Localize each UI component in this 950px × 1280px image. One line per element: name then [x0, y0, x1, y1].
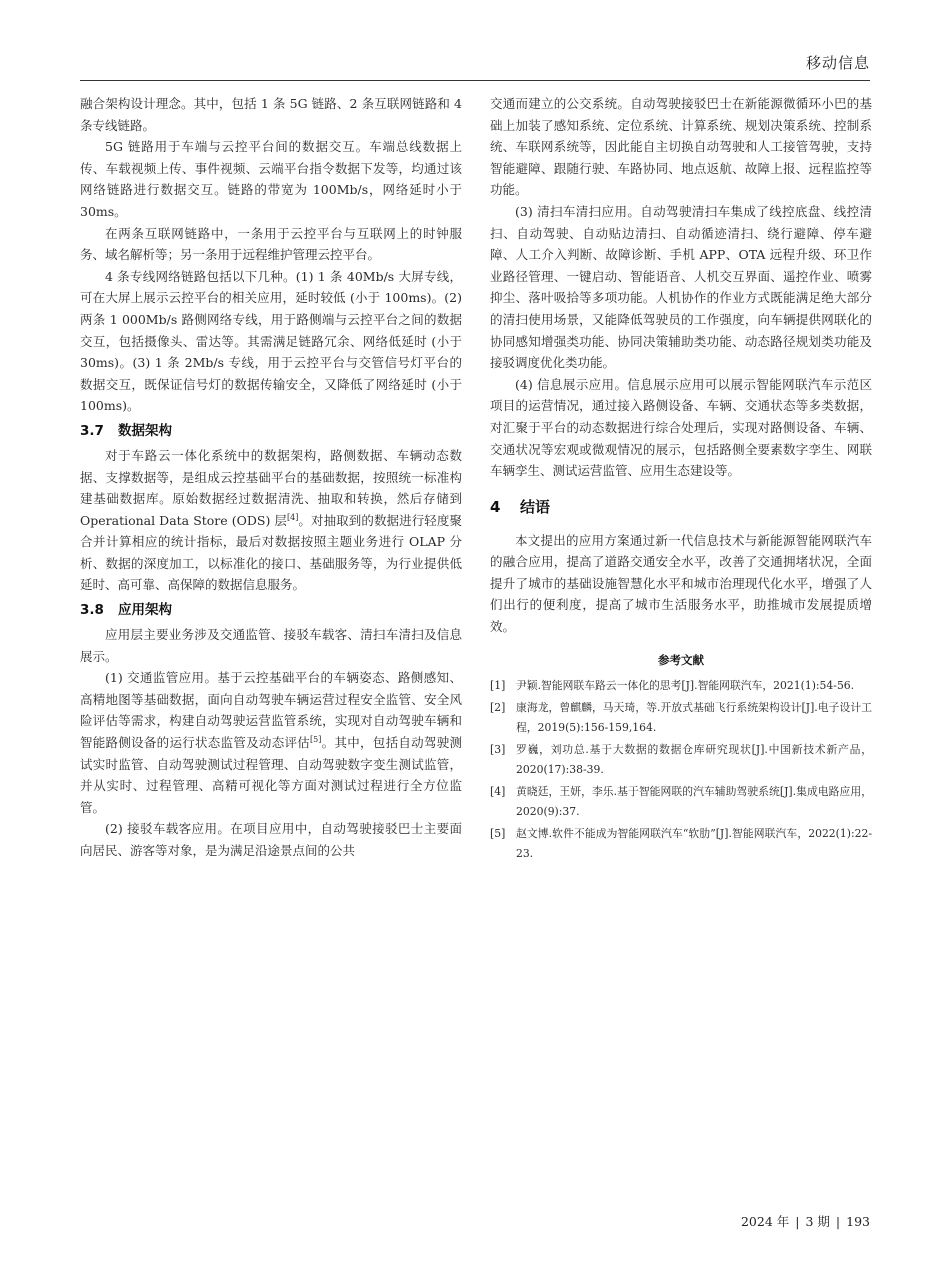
reference-item — [490, 782, 872, 821]
section-title: 应用架构 — [118, 602, 172, 619]
section-heading-4 — [490, 494, 872, 520]
reference-text: 尹颖.智能网联车路云一体化的思考[J].智能网联汽车，2021(1):54-56. — [516, 678, 855, 692]
paragraph: 交通而建立的公交系统。自动驾驶接驳巴士在新能源微循环小巴的基础上加装了感知系统、定位系统、计算系统、规划决策系统、控制系统、车联网系统等，因此能自主切换自动驾驶和人工接管驾驶，支持智能避障、跟随行驶、车路协同、地点返航、故障上报、远程监控等功能。 — [490, 96, 872, 198]
paragraph — [80, 445, 462, 596]
reference-number: [3] — [490, 743, 506, 757]
paragraph: 4 条专线网络链路包括以下几种。(1) 1 条 40Mb/s 大屏专线，可在大屏上展示云控平台的相关应用，延时较低 (小于 100ms)。(2) 两条 1 000Mb/s 路侧网络专线，用于路侧端与云控平台之间的数据交互，包括摄像头、雷达等。其需满足链路冗余、网络低延时 (小于 30ms)。(3) 1 条 2Mb/s 专线，用于云控平台与交管信号灯平台的数据交互，既保证信号灯的数据传输安全，又降低了网络延时 (小于 100ms)。 — [80, 268, 462, 414]
paragraph-text: 。其中，包括自动驾驶测试实时监管、自动驾驶测试过程管理、自动驾驶数字变生测试监管，并从实时、过程管理、高精可视化等方面对测试过程进行全方位监管。 — [80, 735, 462, 815]
footer-separator: | — [795, 1214, 800, 1229]
reference-number: [5] — [490, 827, 506, 841]
paragraph: (2) 接驳车载客应用。在项目应用中，自动驾驶接驳巴士主要面向居民、游客等对象，是为满足沿途景点间的公共 — [80, 821, 462, 858]
paragraph: (4) 信息展示应用。信息展示应用可以展示智能网联汽车示范区项目的运营情况，通过接入路侧设备、车辆、交通状态等多类数据，对汇聚于平台的动态数据进行综合处理后，实现对路侧设备、车辆、交通状况等宏观或微观情况的展示，包括路侧全要素数字孪生、网联车辆孪生、测试运营监管、应用生态建设等。 — [490, 376, 872, 479]
paragraph-text: (1) 交通监管应用。基于云控基础平台的车辆姿态、路侧感知、高精地图等基础数据，面向自动驾驶车辆运营过程安全监管、安全风险评估等需求，构建自动驾驶运营监管系统，实现对自动驾驶车辆和智能路侧设备的运行状态监管及动态评估 — [80, 670, 462, 751]
reference-text: 罗巍，刘功总.基于大数据的数据仓库研究现状[J].中国新技术新产品，2020(17):38-39. — [516, 743, 872, 776]
left-column — [80, 93, 462, 862]
page-number: 193 — [846, 1214, 870, 1229]
reference-number: [1] — [490, 678, 506, 692]
page-footer — [741, 1212, 870, 1230]
paragraph: 融合架构设计理念。其中，包括 1 条 5G 链路、2 条互联网链路和 4 条专线链路。 — [80, 96, 462, 133]
paragraph: 本文提出的应用方案通过新一代信息技术与新能源智能网联汽车的融合应用，提高了道路交通安全水平，改善了交通拥堵状况，全面提升了城市的基础设施智慧化水平和城市治理现代化水平，增强了人们出行的便利度，提高了城市生活服务水平，助推城市发展提质增效。 — [490, 532, 872, 635]
section-number: 3.7 — [80, 422, 104, 439]
paragraph: 在两条互联网链路中，一条用于云控平台与互联网上的时钟服务、域名解析等；另一条用于远程维护管理云控平台。 — [80, 225, 462, 263]
reference-item — [490, 676, 872, 696]
right-column — [490, 93, 872, 866]
section-number: 3.8 — [80, 602, 104, 619]
paragraph-text: 对于车路云一体化系统中的数据架构，路侧数据、车辆动态数据、支撑数据等，是组成云控基础平台的基础数据，按照统一标准构建基础数据库。原始数据经过数据清洗、抽取和转换，然后存储到 Operational Data Store (ODS) 层 — [80, 447, 462, 528]
paragraph: (3) 清扫车清扫应用。自动驾驶清扫车集成了线控底盘、线控清扫、自动驾驶、自动贴边清扫、自动循迹清扫、绕行避障、停车避障、人工介入判断、故障诊断、手机 APP、OTA 远程升级、环卫作业路径管理、一键启动、智能语音、人机交互界面、遥控作业、喷雾抑尘、落叶吸拾等多项功能。人机协作的作业方式既能满足绝大部分的清扫使用场景，又能降低驾驶员的工作强度，向车辆提供网联化的协同感知增强类功能、协同决策辅助类功能、动态路径规划类功能及接驳调度优化类功能。 — [490, 203, 872, 371]
paragraph-text: 。对抽取到的数据进行轻度聚合并计算相应的统计指标，最后对数据按照主题业务进行 OLAP 分析、数据的深度加工，以标准化的接口、基础服务等，为行业提供低延时、高可靠、高保障的数据信息服务。 — [80, 512, 462, 593]
reference-text: 康海龙，曾麒麟，马天琦，等.开放式基础飞行系统架构设计[J].电子设计工程，2019(5):156-159,164. — [516, 701, 872, 734]
section-heading-3-7 — [80, 420, 462, 442]
footer-year: 2024 年 — [740, 1214, 790, 1229]
section-title: 结语 — [520, 497, 551, 516]
section-heading-3-8 — [80, 599, 462, 621]
footer-separator: | — [835, 1214, 841, 1229]
reference-number: [2] — [490, 701, 506, 715]
citation-marker: [4] — [286, 512, 299, 522]
paragraph: 应用层主要业务涉及交通监管、接驳车载客、清扫车清扫及信息展示。 — [80, 627, 462, 664]
reference-item — [490, 698, 872, 737]
paragraph — [80, 667, 462, 818]
section-title: 数据架构 — [118, 422, 172, 439]
reference-item — [490, 824, 872, 863]
section-number: 4 — [490, 497, 501, 516]
reference-text: 黄晓廷，王妍，李乐.基于智能网联的汽车辅助驾驶系统[J].集成电路应用，2020(9):37. — [516, 785, 872, 818]
footer-issue: 3 期 — [805, 1214, 830, 1229]
reference-number: [4] — [490, 785, 506, 799]
references-heading: 参考文献 — [658, 652, 704, 667]
reference-list — [490, 676, 872, 864]
journal-title: 移动信息 — [805, 54, 870, 72]
reference-text: 赵文博.软件不能成为智能网联汽车“软肋”[J].智能网联汽车，2022(1):22-23. — [516, 827, 872, 860]
header-rule — [80, 80, 870, 81]
reference-item — [490, 740, 872, 779]
citation-marker: [5] — [310, 734, 322, 744]
paragraph: 5G 链路用于车端与云控平台间的数据交互。车端总线数据上传、车载视频上传、事件视频、云端平台指令数据下发等，均通过该网络链路进行数据交互。链路的带宽为 100Mb/s，网络延时小于 30ms。 — [80, 139, 462, 219]
